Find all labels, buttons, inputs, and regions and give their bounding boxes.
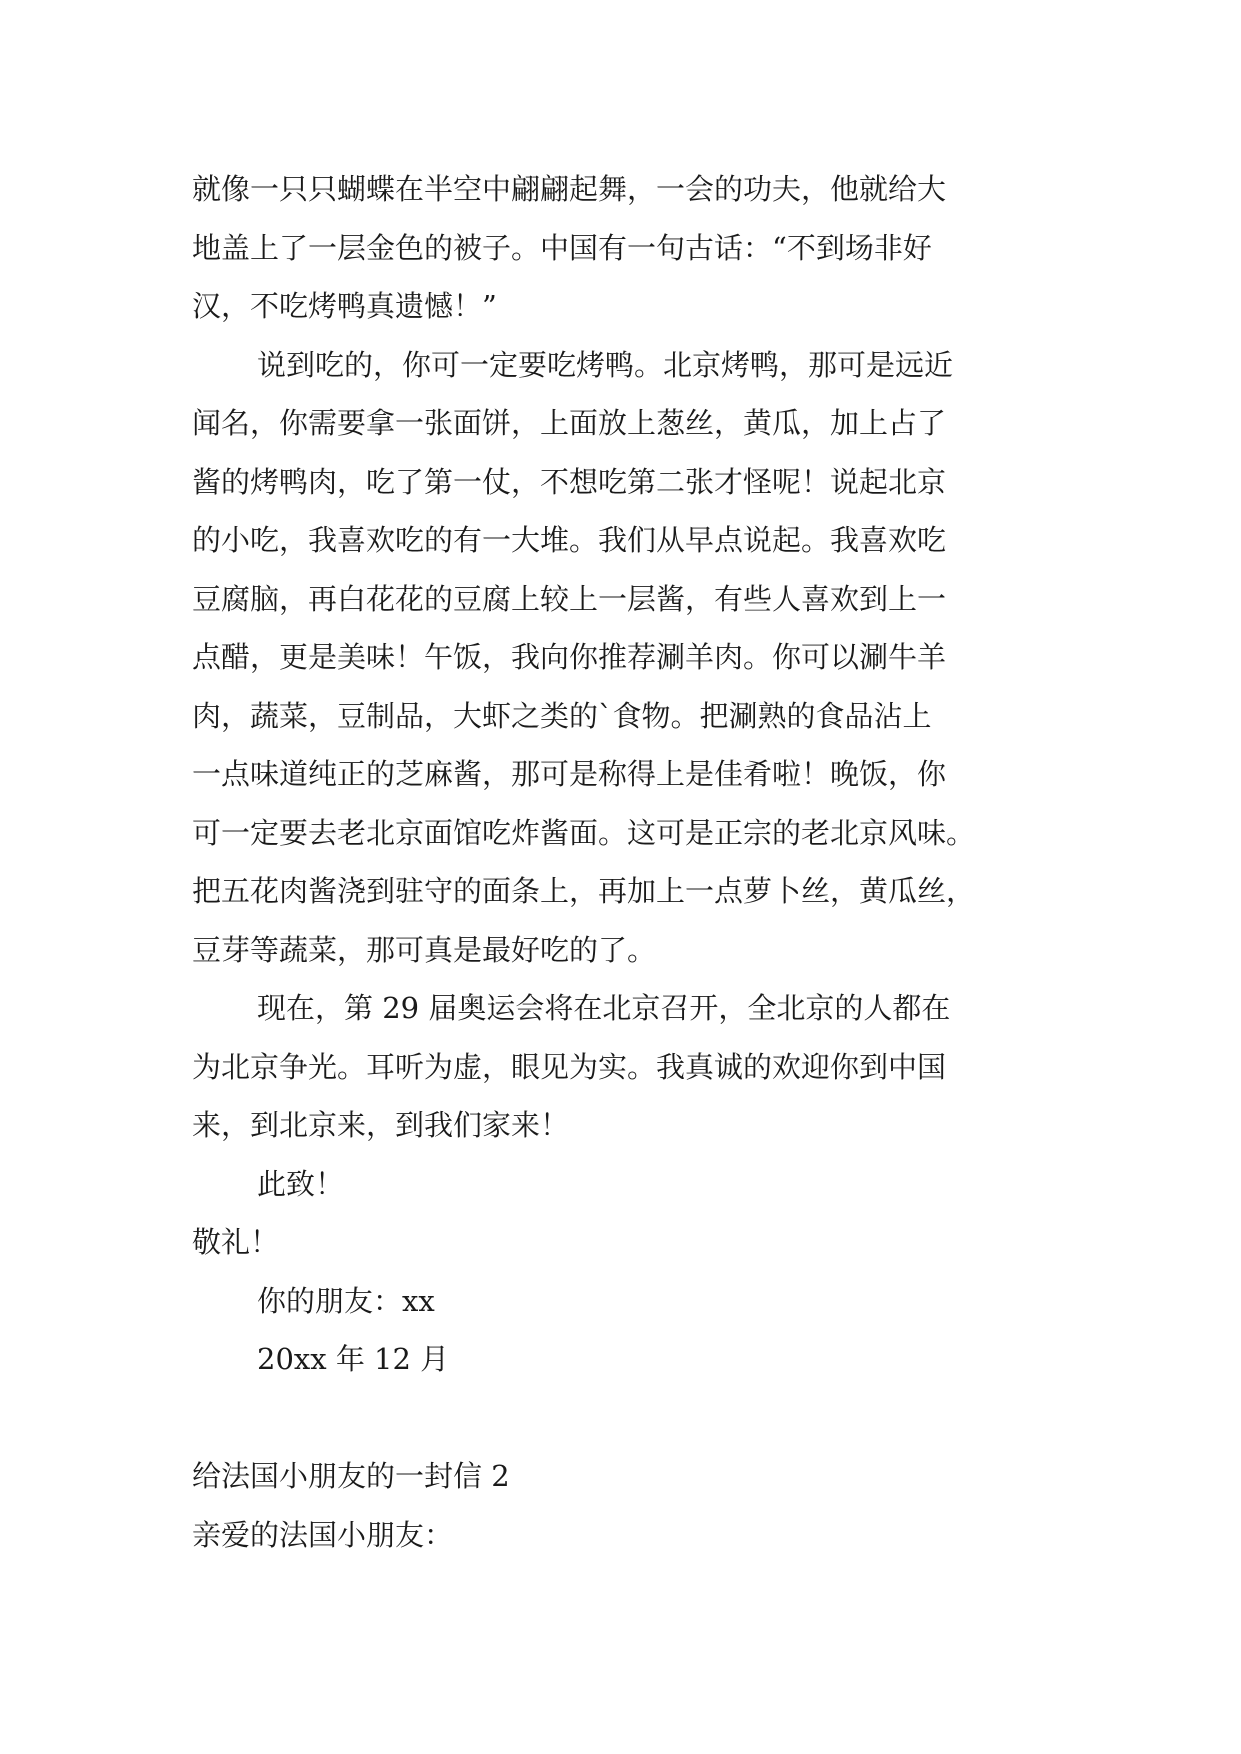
date-line: 20xx 年 12 月 xyxy=(257,1342,450,1376)
signature-line: 你的朋友：xx xyxy=(257,1283,435,1318)
section-title: 给法国小朋友的一封信 2 xyxy=(192,1459,510,1493)
closing-line: 此致！ xyxy=(257,1166,345,1201)
greeting-line: 亲爱的法国小朋友： xyxy=(192,1517,454,1552)
text-line: 肉，蔬菜，豆制品，大虾之类的`食物。把涮熟的食品沾上 xyxy=(192,698,932,733)
text-line: 的小吃，我喜欢吃的有一大堆。我们从早点说起。我喜欢吃 xyxy=(192,523,947,557)
text-line: 可一定要去老北京面馆吃炸酱面。这可是正宗的老北京风味。 xyxy=(192,815,976,850)
document-page xyxy=(192,160,1052,1564)
salutation-line: 敬礼！ xyxy=(192,1225,280,1259)
text-line: 地盖上了一层金色的被子。中国有一句古话：“不到场非好 xyxy=(192,230,932,265)
text-line: 豆芽等蔬菜，那可真是最好吃的了。 xyxy=(192,932,657,967)
paragraph-start-line: 说到吃的，你可一定要吃烤鸭。北京烤鸭，那可是远近 xyxy=(257,347,954,382)
text-line: 豆腐脑，再白花花的豆腐上较上一层酱，有些人喜欢到上一 xyxy=(192,581,947,616)
blank-line xyxy=(192,1389,1052,1448)
text-line: 点醋，更是美味！午饭，我向你推荐涮羊肉。你可以涮牛羊 xyxy=(192,640,947,674)
text-line: 汉，不吃烤鸭真遗憾！” xyxy=(192,289,497,323)
text-line: 把五花肉酱浇到驻守的面条上，再加上一点萝卜丝，黄瓜丝， xyxy=(192,874,976,908)
text-line: 来，到北京来，到我们家来！ xyxy=(192,1108,570,1142)
text-line: 酱的烤鸭肉，吃了第一仗，不想吃第二张才怪呢！说起北京 xyxy=(192,464,947,499)
text-line: 就像一只只蝴蝶在半空中翩翩起舞，一会的功夫，他就给大 xyxy=(192,172,947,206)
text-line: 闻名，你需要拿一张面饼，上面放上葱丝，黄瓜，加上占了 xyxy=(192,406,947,440)
text-line: 一点味道纯正的芝麻酱，那可是称得上是佳肴啦！晚饭，你 xyxy=(192,757,947,791)
text-line: 为北京争光。耳听为虚，眼见为实。我真诚的欢迎你到中国 xyxy=(192,1049,947,1084)
paragraph-start-line: 现在，第 29 届奥运会将在北京召开，全北京的人都在 xyxy=(257,991,951,1025)
